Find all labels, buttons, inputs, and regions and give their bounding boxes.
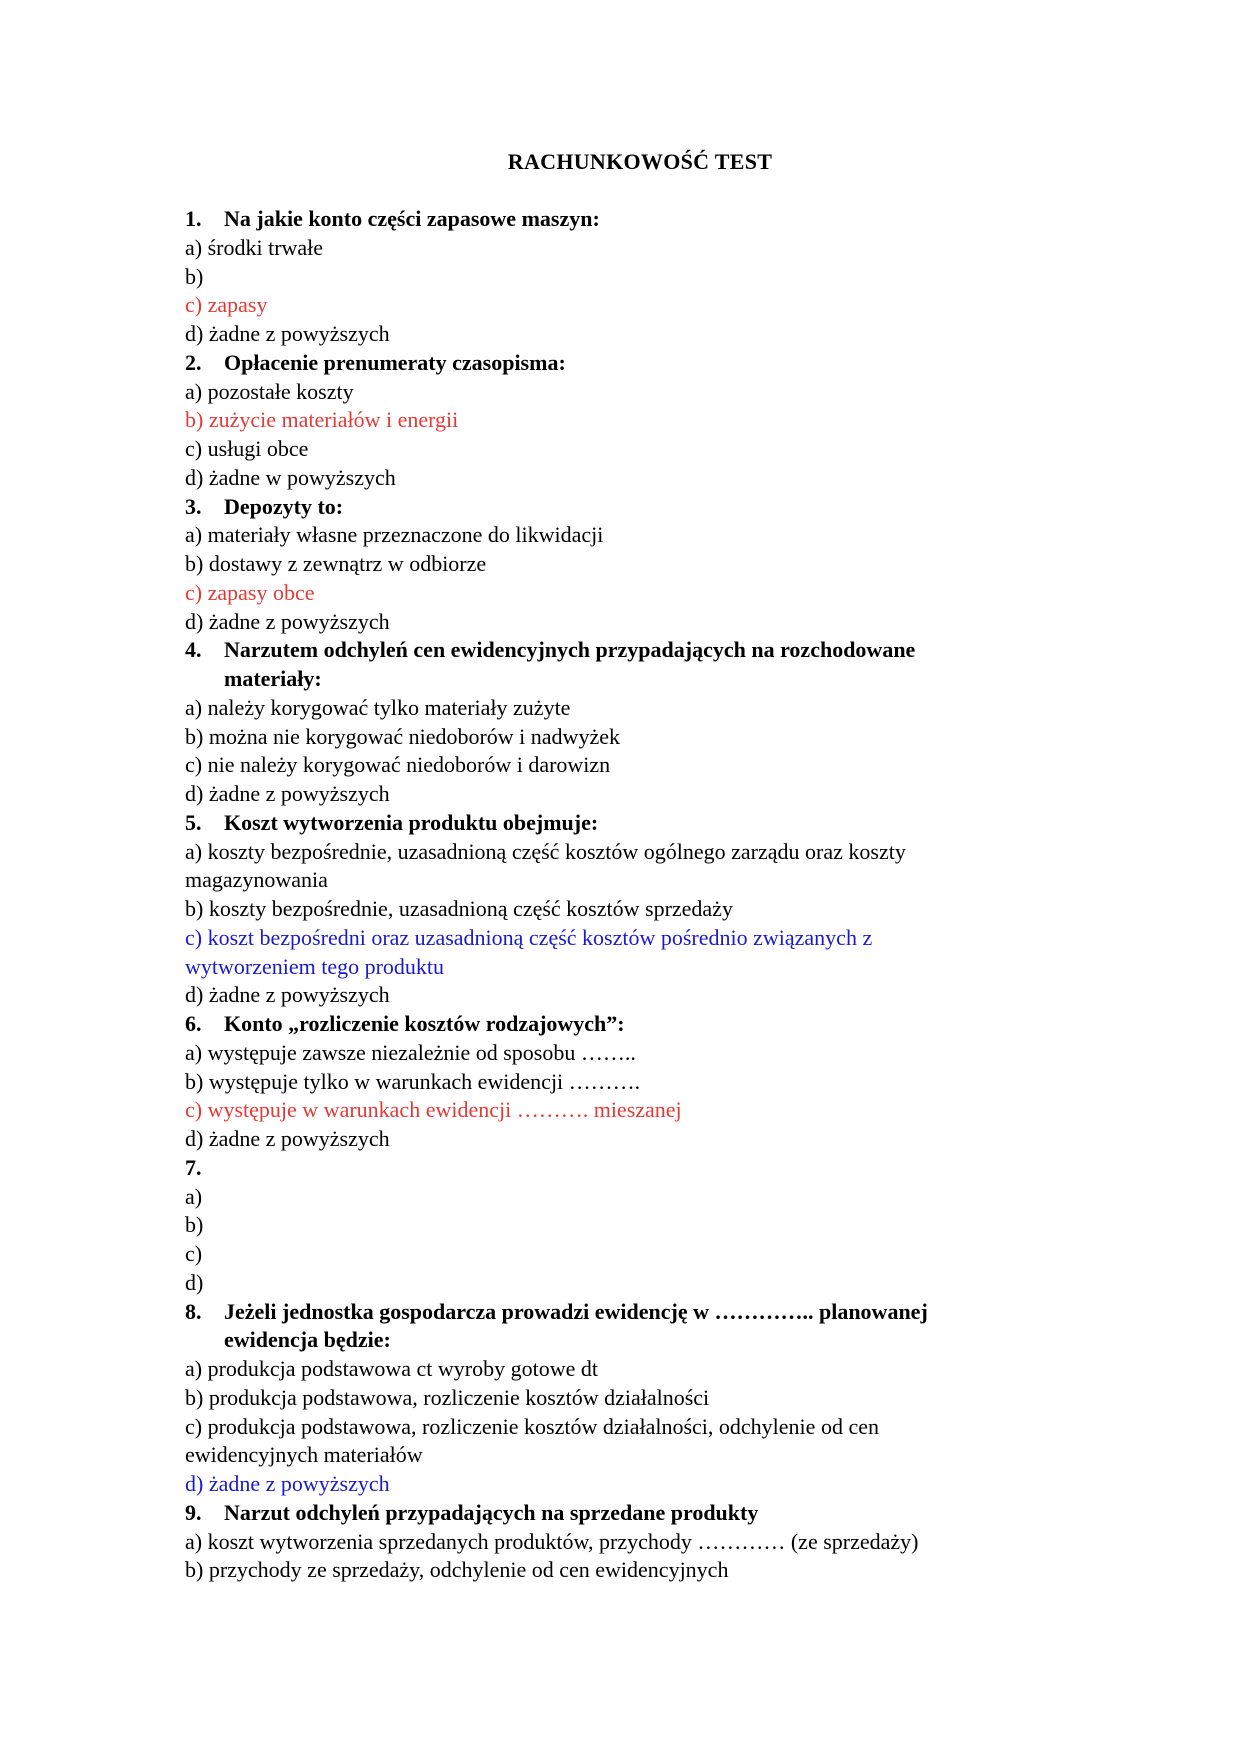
answer: b) dostawy z zewnątrz w odbiorze bbox=[185, 551, 487, 576]
answer: c) produkcja podstawowa, rozliczenie kosztów działalności, odchylenie od cen bbox=[185, 1413, 879, 1439]
question-6 bbox=[185, 1010, 1065, 1039]
question-7 bbox=[185, 1154, 1065, 1183]
answer: b) koszty bezpośrednie, uzasadnioną część kosztów sprzedaży bbox=[185, 896, 733, 921]
question-9 bbox=[185, 1499, 1065, 1528]
question-number: 1. bbox=[185, 206, 202, 231]
answer: d) żadne z powyższych bbox=[185, 321, 390, 346]
question-number: 3. bbox=[185, 493, 202, 519]
question-text: Koszt wytworzenia produktu obejmuje: bbox=[224, 809, 599, 835]
answer-marked-blue: d) żadne z powyższych bbox=[185, 1471, 390, 1496]
answer: d) bbox=[185, 1269, 204, 1295]
answer: b) produkcja podstawowa, rozliczenie kosztów działalności bbox=[185, 1384, 710, 1410]
question-8 bbox=[185, 1298, 1065, 1327]
answer: b) można nie korygować niedoborów i nadwyżek bbox=[185, 723, 620, 749]
question-1 bbox=[185, 205, 1065, 234]
question-text: Konto „rozliczenie kosztów rodzajowych”: bbox=[224, 1011, 625, 1036]
question-text: Narzut odchyleń przypadających na sprzedane produkty bbox=[224, 1499, 759, 1525]
answer: c) bbox=[185, 1241, 203, 1266]
question-text: Depozyty to: bbox=[224, 493, 344, 519]
answer: a) produkcja podstawowa ct wyroby gotowe dt bbox=[185, 1356, 599, 1381]
answer-marked-red: c) występuje w warunkach ewidencji ………. mieszanej bbox=[185, 1097, 682, 1123]
answer: d) żadne z powyższych bbox=[185, 982, 390, 1008]
question-4 bbox=[185, 636, 1065, 665]
answer: a) koszty bezpośrednie, uzasadnioną część kosztów ogólnego zarządu oraz koszty bbox=[185, 838, 906, 864]
answer-marked-blue: c) koszt bezpośredni oraz uzasadnioną część kosztów pośrednio związanych z bbox=[185, 924, 873, 950]
answer: d) żadne z powyższych bbox=[185, 781, 390, 806]
answer-marked-red: b) zużycie materiałów i energii bbox=[185, 407, 459, 433]
question-2 bbox=[185, 349, 1065, 378]
page-title: RACHUNKOWOŚĆ TEST bbox=[507, 149, 773, 174]
answer-marked-red: c) zapasy obce bbox=[185, 579, 315, 605]
answer: a) środki trwałe bbox=[185, 234, 324, 260]
question-number: 6. bbox=[185, 1011, 202, 1036]
answer: a) koszt wytworzenia sprzedanych produktów, przychody ………… (ze sprzedaży) bbox=[185, 1528, 919, 1554]
answer: a) występuje zawsze niezależnie od sposobu …….. bbox=[185, 1039, 636, 1065]
question-3 bbox=[185, 493, 1065, 522]
answer: a) materiały własne przeznaczone do likwidacji bbox=[185, 522, 604, 548]
question-number: 8. bbox=[185, 1298, 202, 1324]
question-number: 9. bbox=[185, 1499, 202, 1525]
answer: d) żadne w powyższych bbox=[185, 464, 396, 490]
answer-continued: magazynowania bbox=[185, 867, 328, 893]
question-text: Na jakie konto części zapasowe maszyn: bbox=[224, 206, 600, 231]
answer: b) bbox=[185, 263, 204, 289]
answer-marked-blue-continued: wytworzeniem tego produktu bbox=[185, 953, 445, 979]
question-number: 7. bbox=[185, 1154, 202, 1180]
question-text: Narzutem odchyleń cen ewidencyjnych przypadających na rozchodowane bbox=[224, 637, 916, 663]
answer: a) pozostałe koszty bbox=[185, 378, 354, 404]
answer: c) nie należy korygować niedoborów i darowizn bbox=[185, 752, 611, 778]
answer: b) występuje tylko w warunkach ewidencji ………. bbox=[185, 1068, 641, 1094]
question-text: Jeżeli jednostka gospodarcza prowadzi ewidencję w ………….. planowanej bbox=[224, 1298, 928, 1324]
answer: a) należy korygować tylko materiały zużyte bbox=[185, 694, 571, 720]
question-5 bbox=[185, 809, 1065, 838]
question-text-continued: ewidencja będzie: bbox=[224, 1327, 391, 1353]
answer: b) przychody ze sprzedaży, odchylenie od cen ewidencyjnych bbox=[185, 1557, 729, 1583]
answer-marked-red: c) zapasy bbox=[185, 292, 268, 318]
answer: d) żadne z powyższych bbox=[185, 1126, 390, 1151]
answer: a) bbox=[185, 1183, 203, 1209]
question-number: 2. bbox=[185, 349, 202, 375]
answer: c) usługi obce bbox=[185, 436, 309, 461]
question-text-continued: materiały: bbox=[224, 666, 322, 691]
question-text: Opłacenie prenumeraty czasopisma: bbox=[224, 349, 566, 375]
test-content bbox=[185, 205, 1065, 1585]
question-number: 5. bbox=[185, 809, 202, 835]
answer-continued: ewidencyjnych materiałów bbox=[185, 1442, 423, 1468]
answer: b) bbox=[185, 1212, 204, 1238]
question-number: 4. bbox=[185, 637, 202, 663]
answer: d) żadne z powyższych bbox=[185, 608, 390, 634]
